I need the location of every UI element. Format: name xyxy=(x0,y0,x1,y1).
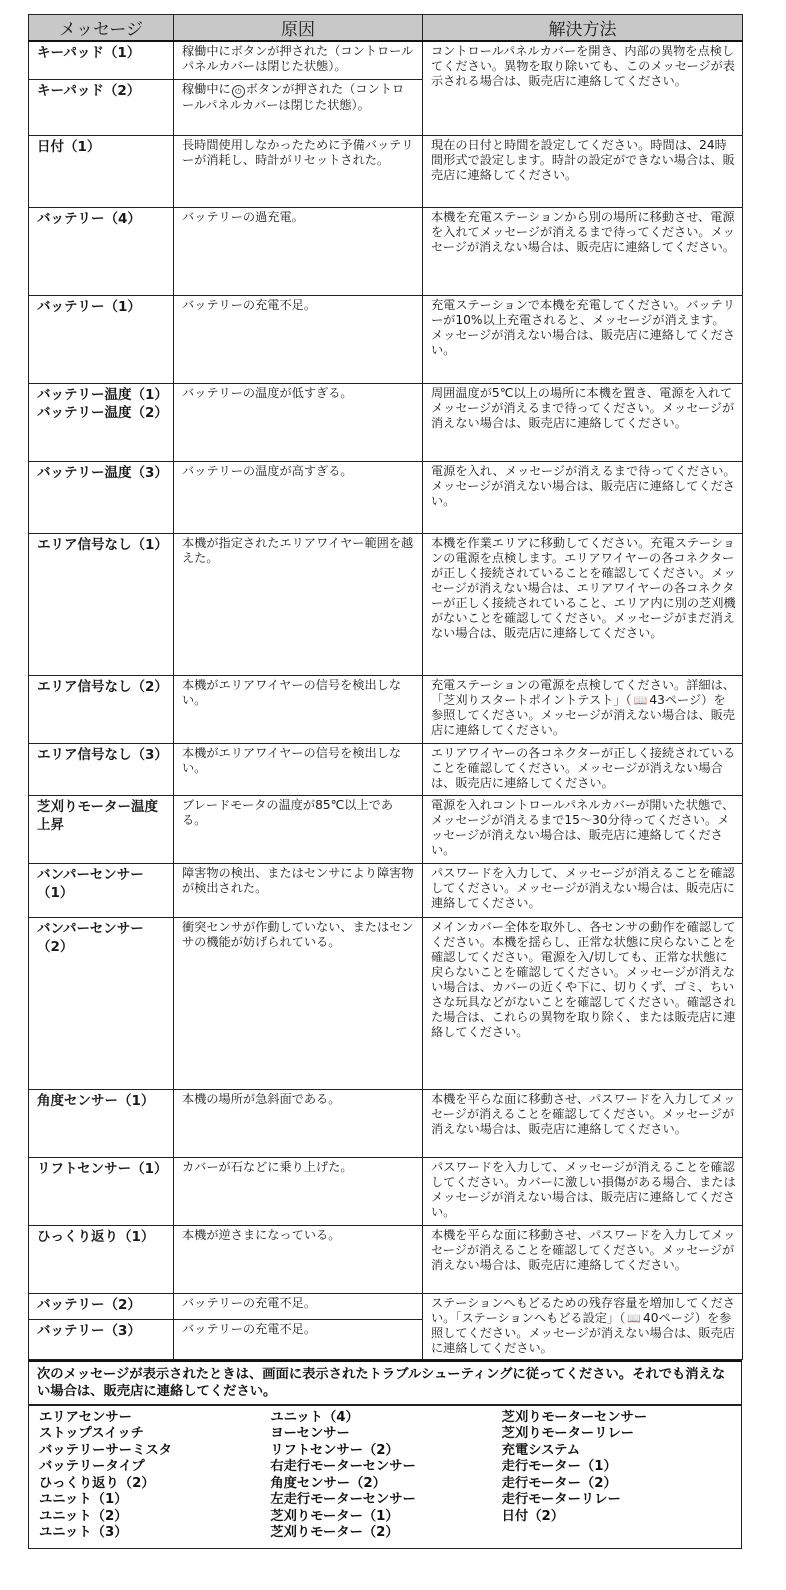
power-button-icon: ⏻ xyxy=(232,85,245,98)
cause-text: 稼働中に xyxy=(182,81,231,96)
message-cell: バッテリー（3） xyxy=(29,1319,174,1359)
message-cell: バンパーセンサー（1） xyxy=(29,863,174,917)
solution-cell: 電源を入れコントロールパネルカバーが開いた状態で、メッセージが消えるまで15〜30分待ってください。メッセージが消えない場合は、販売店に連絡してください。 xyxy=(423,795,743,863)
cause-cell: バッテリーの充電不足。 xyxy=(174,1319,423,1359)
solution-cell: エリアワイヤーの各コネクターが正しく接続されていることを確認してください。メッセージが消えない場合は、販売店に連絡してください。 xyxy=(423,743,743,795)
cause-cell: 衝突センサが作動していない、またはセンサの機能が妨げられている。 xyxy=(174,917,423,1089)
table-row xyxy=(29,135,743,207)
cause-cell xyxy=(174,79,423,135)
message-list-column-2 xyxy=(270,1410,501,1542)
message-cell: キーパッド（2） xyxy=(29,79,174,135)
list-item: 左走行モーターセンサー xyxy=(270,1492,416,1507)
solution-cell xyxy=(423,1293,743,1359)
list-item: 走行モーター（2） xyxy=(501,1475,617,1491)
list-item: 走行モーターリレー xyxy=(501,1492,621,1507)
message-text: バッテリー温度（2） xyxy=(37,404,168,421)
header-solution: 解決方法 xyxy=(423,15,743,42)
page-reference-icon: 📖 xyxy=(627,1311,641,1325)
solution-cell: 本機を作業エリアに移動してください。充電ステーションの電源を点検します。エリアワイヤーの各コネクターが正しく接続されていることを確認してください。メッセージが消えない場合は、エリアワイヤーの各コネクターが正しく接続されていること、エリア内に別の芝刈機がないことを確認してください。メッセージがまだ消えない場合は、販売店に連絡してください。 xyxy=(423,533,743,675)
solution-cell: 本機を充電ステーションから別の場所に移動させ、電源を入れてメッセージが消えるまで待ってください。メッセージが消えない場合は、販売店に連絡してください。 xyxy=(423,207,743,295)
message-cell: バッテリー温度（3） xyxy=(29,461,174,533)
solution-cell: コントロールパネルカバーを開き、内部の異物を点検してください。異物を取り除いても、このメッセージが表示される場合は、販売店に連絡してください。 xyxy=(423,41,743,135)
cause-cell: バッテリーの充電不足。 xyxy=(174,295,423,383)
list-item: ユニット（2） xyxy=(39,1508,128,1524)
message-cell: リフトセンサー（1） xyxy=(29,1157,174,1225)
cause-cell: カバーが石などに乗り上げた。 xyxy=(174,1157,423,1225)
table-row xyxy=(29,207,743,295)
message-cell: バッテリー（1） xyxy=(29,295,174,383)
cause-cell: 本機が逆さまになっている。 xyxy=(174,1225,423,1293)
table-header-row xyxy=(29,15,743,42)
message-list xyxy=(28,1405,742,1549)
cause-cell: バッテリーの温度が低すぎる。 xyxy=(174,383,423,461)
page-number: 40 xyxy=(642,1310,659,1325)
message-cell: エリア信号なし（3） xyxy=(29,743,174,795)
cause-cell: 長時間使用しなかったために予備バッテリーが消耗し、時計がリセットされた。 xyxy=(174,135,423,207)
message-list-column-3 xyxy=(502,1410,733,1542)
table-row xyxy=(29,1293,743,1319)
list-item: 充電システム xyxy=(501,1442,581,1458)
list-item: 右走行モーターセンサー xyxy=(270,1459,416,1474)
solution-cell: 電源を入れ、メッセージが消えるまで待ってください。メッセージが消えない場合は、販売店に連絡してください。 xyxy=(423,461,743,533)
list-item: バッテリータイプ xyxy=(39,1459,145,1474)
cause-text: ボタンが押された（コントロールパネルカバーは閉じた状態）。 xyxy=(182,81,405,112)
solution-cell: パスワードを入力して、メッセージが消えることを確認してください。メッセージが消えない場合は、販売店に連絡してください。 xyxy=(423,863,743,917)
solution-cell: 周囲温度が5℃以上の場所に本機を置き、電源を入れてメッセージが消えるまで待ってください。メッセージが消えない場合は、販売店に連絡してください。 xyxy=(423,383,743,461)
table-row xyxy=(29,1089,743,1157)
cause-cell: 本機の場所が急斜面である。 xyxy=(174,1089,423,1157)
table-row xyxy=(29,675,743,743)
message-cell: キーパッド（1） xyxy=(29,41,174,79)
table-row xyxy=(29,533,743,675)
message-cell: エリア信号なし（1） xyxy=(29,533,174,675)
list-item: 芝刈りモーター（2） xyxy=(270,1525,399,1540)
list-item: 芝刈りモーター（1） xyxy=(270,1508,399,1524)
solution-cell: 現在の日付と時間を設定してください。時間は、24時間形式で設定します。時計の設定ができない場合は、販売店に連絡してください。 xyxy=(423,135,743,207)
list-item: ユニット（3） xyxy=(39,1525,128,1540)
list-item: ひっくり返り（2） xyxy=(39,1475,155,1491)
list-item: 芝刈りモーターセンサー xyxy=(501,1409,648,1425)
message-cell: 日付（1） xyxy=(29,135,174,207)
cause-cell: 障害物の検出、またはセンサにより障害物が検出された。 xyxy=(174,863,423,917)
cause-cell: 本機がエリアワイヤーの信号を検出しない。 xyxy=(174,675,423,743)
cause-cell: ブレードモータの温度が85℃以上である。 xyxy=(174,795,423,863)
table-row xyxy=(29,383,743,461)
message-cell: 芝刈りモーター温度上昇 xyxy=(29,795,174,863)
table-row xyxy=(29,41,743,79)
cause-cell: 本機が指定されたエリアワイヤー範囲を越えた。 xyxy=(174,533,423,675)
message-text: バッテリー温度（1） xyxy=(37,386,168,403)
solution-cell: 本機を平らな面に移動させ、パスワードを入力してメッセージが消えることを確認してください。メッセージが消えない場合は、販売店に連絡してください。 xyxy=(423,1225,743,1293)
list-item: バッテリーサーミスタ xyxy=(39,1442,172,1458)
solution-cell xyxy=(423,675,743,743)
table-row xyxy=(29,461,743,533)
list-item: エリアセンサー xyxy=(39,1409,132,1425)
message-cell xyxy=(29,383,174,461)
table-row xyxy=(29,743,743,795)
cause-cell: 本機がエリアワイヤーの信号を検出しない。 xyxy=(174,743,423,795)
solution-cell: 充電ステーションで本機を充電してください。バッテリーが10%以上充電されると、メッセージが消えます。メッセージが消えない場合は、販売店に連絡してください。 xyxy=(423,295,743,383)
solution-text: ページ）を参照してください。メッセージが消えない場合は、販売店に連絡してください。 xyxy=(431,1310,735,1355)
table-row xyxy=(29,295,743,383)
table-row xyxy=(29,917,743,1089)
troubleshooting-page xyxy=(28,14,742,1549)
table-row xyxy=(29,1225,743,1293)
cause-cell: バッテリーの温度が高すぎる。 xyxy=(174,461,423,533)
table-row xyxy=(29,795,743,863)
message-cell: 角度センサー（1） xyxy=(29,1089,174,1157)
message-cell: バッテリー（2） xyxy=(29,1293,174,1319)
cause-cell: バッテリーの過充電。 xyxy=(174,207,423,295)
message-cell: ひっくり返り（1） xyxy=(29,1225,174,1293)
list-item: ストップスイッチ xyxy=(39,1426,144,1441)
list-item: 走行モーター（1） xyxy=(501,1459,617,1474)
solution-text: 充電ステーションの電源を点検してください。詳細は、「芝刈りスタートポイントテスト」（ xyxy=(431,677,735,707)
list-item: ユニット（4） xyxy=(270,1409,359,1425)
message-cell: バンパーセンサー（2） xyxy=(29,917,174,1089)
solution-text: ステーションへもどるための残存容量を増加してください。「ステーションへもどる設定」（ xyxy=(431,1295,735,1325)
header-cause: 原因 xyxy=(174,15,423,42)
message-list-column-1 xyxy=(39,1410,270,1542)
list-item: ユニット（1） xyxy=(39,1492,128,1507)
message-cell: バッテリー（4） xyxy=(29,207,174,295)
list-item: リフトセンサー（2） xyxy=(270,1442,399,1458)
table-row xyxy=(29,863,743,917)
header-message: メッセージ xyxy=(29,15,174,42)
cause-cell: 稼働中にボタンが押された（コントロールパネルカバーは閉じた状態）。 xyxy=(174,41,423,79)
solution-cell: メインカバー全体を取外し、各センサの動作を確認してください。本機を揺らし、正常な状態に戻らないことを確認してください。電源を入/切しても、正常な状態に戻らないことを確認してください。メッセージが消えない場合は、カバーの近くや下に、切りくず、ゴミ、ちいさな玩具などがないことを確認してください。確認された場合は、これらの異物を取り除く、または販売店に連絡してください。 xyxy=(423,917,743,1089)
message-cell: エリア信号なし（2） xyxy=(29,675,174,743)
solution-text: ページ）を参照してください。メッセージが消えない場合は、販売店に連絡してください。 xyxy=(431,692,735,737)
solution-cell: パスワードを入力して、メッセージが消えることを確認してください。カバーに激しい損傷がある場合、またはメッセージが消えない場合は、販売店に連絡してください。 xyxy=(423,1157,743,1225)
troubleshooting-note: 次のメッセージが表示されたときは、画面に表示されたトラブルシューティングに従ってください。それでも消えない場合は、販売店に連絡してください。 xyxy=(28,1360,742,1405)
list-item: ヨーセンサー xyxy=(270,1426,350,1441)
list-item: 日付（2） xyxy=(501,1508,565,1524)
list-item: 角度センサー（2） xyxy=(270,1475,386,1491)
list-item: 芝刈りモーターリレー xyxy=(501,1426,635,1441)
page-number: 43 xyxy=(649,692,665,707)
page-reference-icon: 📖 xyxy=(633,693,648,707)
error-message-table xyxy=(28,14,743,1360)
cause-cell: バッテリーの充電不足。 xyxy=(174,1293,423,1319)
solution-cell: 本機を平らな面に移動させ、パスワードを入力してメッセージが消えることを確認してください。メッセージが消えない場合は、販売店に連絡してください。 xyxy=(423,1089,743,1157)
table-row xyxy=(29,1157,743,1225)
